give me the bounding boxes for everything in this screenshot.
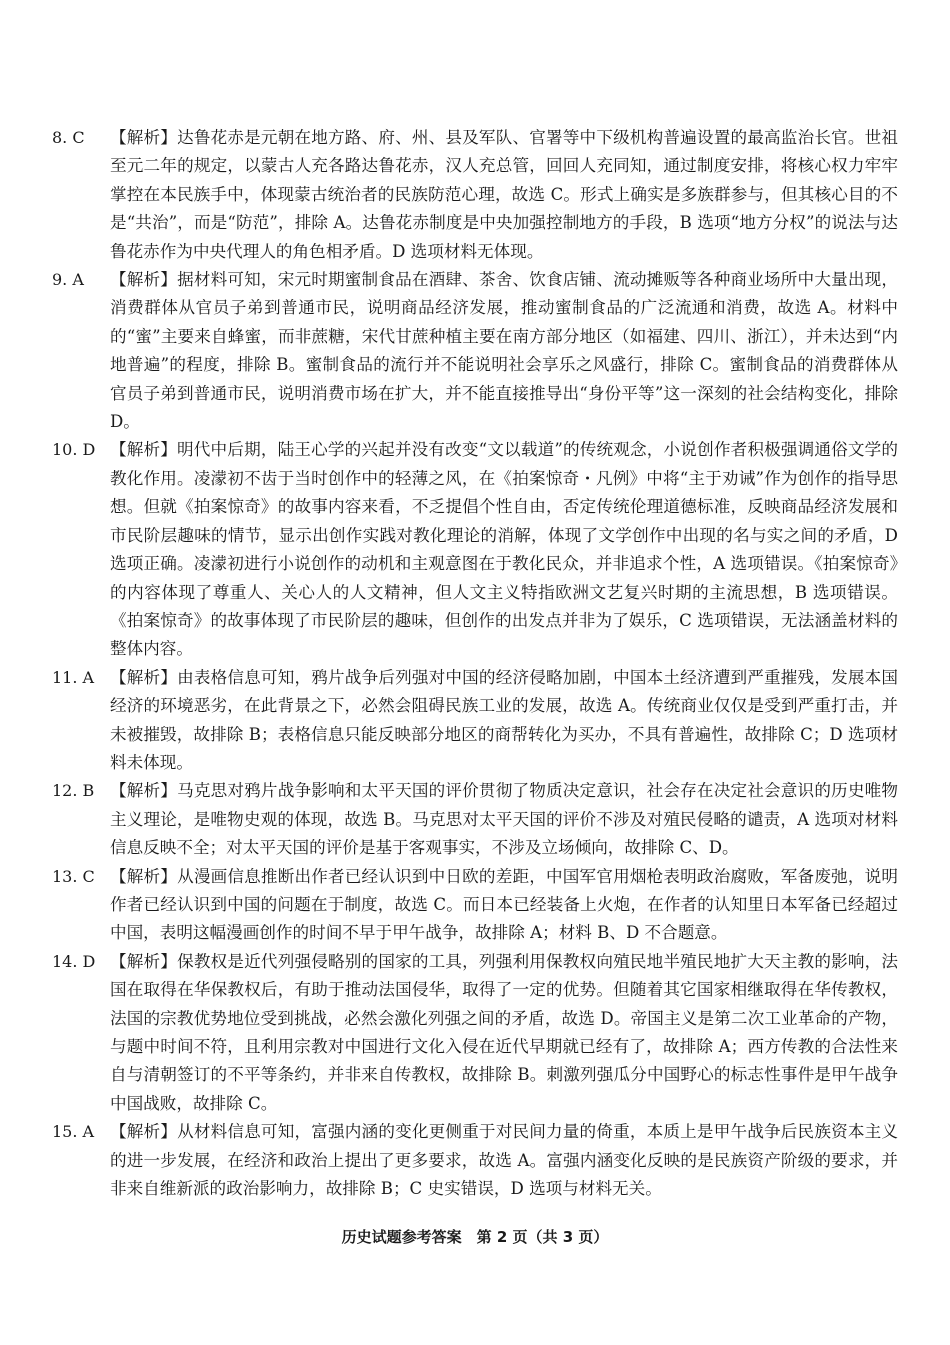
answer-item-9 bbox=[52, 266, 898, 436]
answer-explanation: 【解析】明代中后期，陆王心学的兴起并没有改变“文以载道”的传统观念，小说创作者积极强调通俗文学的教化作用。凌濛初不齿于当时创作中的轻薄之风，在《拍案惊奇・凡例》中将“主于劝诫”作为创作的指导思想。但就《拍案惊奇》的故事内容来看，不乏提倡个性自由，否定传统伦理道德标准，反映商品经济发展和市民阶层趣味的情节，显示出创作实践对教化理论的消解，体现了文学创作中出现的名与实之间的矛盾，D 选项正确。凌濛初进行小说创作的动机和主观意图在于教化民众，并非追求个性，A 选项错误。《拍案惊奇》的内容体现了尊重人、关心人的人文精神，但人文主义特指欧洲文艺复兴时期的主流思想，B 选项错误。《拍案惊奇》的故事体现了市民阶层的趣味，但创作的出发点并非为了娱乐，C 选项错误，无法涵盖材料的整体内容。 bbox=[110, 440, 898, 659]
answer-explanation: 【解析】由表格信息可知，鸦片战争后列强对中国的经济侵略加剧，中国本土经济遭到严重摧残，发展本国经济的环境恶劣，在此背景之下，必然会阻碍民族工业的发展，故选 A。传统商业仅仅是受到严重打击，并未被摧毁，故排除 B；表格信息只能反映部分地区的商帮转化为买办，不具有普遍性，故排除 C；D 选项材料未体现。 bbox=[110, 667, 898, 772]
answer-item-10 bbox=[52, 436, 898, 663]
answer-number: 9. A bbox=[52, 270, 84, 290]
answer-item-12 bbox=[52, 777, 898, 862]
answer-explanation: 【解析】马克思对鸦片战争影响和太平天国的评价贯彻了物质决定意识，社会存在决定社会意识的历史唯物主义理论，是唯物史观的体现，故选 B。马克思对太平天国的评价不涉及对殖民侵略的谴责，A 选项对材料信息反映不全；对太平天国的评价是基于客观事实，不涉及立场倾向，故排除 C、D。 bbox=[110, 781, 898, 858]
answer-item-8 bbox=[52, 124, 898, 266]
answer-number: 11. A bbox=[52, 667, 95, 687]
answer-explanation: 【解析】从漫画信息推断出作者已经认识到中日欧的差距，中国军官用烟枪表明政治腐败，军备废弛，说明作者已经认识到中国的问题在于制度，故选 C。而日本已经装备上火炮，在作者的认知里日本军备已经超过中国，表明这幅漫画创作的时间不早于甲午战争，故排除 A；材料 B、D 不合题意。 bbox=[110, 866, 898, 943]
answer-explanation: 【解析】从材料信息可知，富强内涵的变化更侧重于对民间力量的倚重，本质上是甲午战争后民族资本主义的进一步发展，在经济和政治上提出了更多要求，故选 A。富强内涵变化反映的是民族资产阶级的要求，并非来自维新派的政治影响力，故排除 B；C 史实错误，D 选项与材料无关。 bbox=[110, 1122, 898, 1199]
answer-number: 10. D bbox=[52, 440, 96, 460]
answer-number: 15. A bbox=[52, 1122, 95, 1142]
answer-number: 8. C bbox=[52, 128, 85, 147]
answer-explanation: 【解析】达鲁花赤是元朝在地方路、府、州、县及军队、官署等中下级机构普遍设置的最高监治长官。世祖至元二年的规定，以蒙古人充各路达鲁花赤，汉人充总管，回回人充同知，通过制度安排，将核心权力牢牢掌控在本民族手中，体现蒙古统治者的民族防范心理，故选 C。形式上确实是多族群参与，但其核心目的不是“共治”，而是“防范”，排除 A。达鲁花赤制度是中央加强控制地方的手段，B 选项“地方分权”的说法与达鲁花赤作为中央代理人的角色相矛盾。D 选项材料无体现。 bbox=[110, 128, 898, 261]
page-footer: 历史试题参考答案 第 2 页（共 3 页） bbox=[341, 1228, 609, 1246]
answer-number: 13. C bbox=[52, 866, 95, 886]
answer-item-14 bbox=[52, 948, 898, 1118]
answer-number: 12. B bbox=[52, 781, 95, 801]
answer-explanation: 【解析】保教权是近代列强侵略别的国家的工具，列强利用保教权向殖民地半殖民地扩大天主教的影响，法国在取得在华保教权后，有助于推动法国侵华，取得了一定的优势。但随着其它国家相继取得在华传教权，法国的宗教优势地位受到挑战，必然会激化列强之间的矛盾，故选 D。帝国主义是第二次工业革命的产物，与题中时间不符，且利用宗教对中国进行文化入侵在近代早期就已经有了，故排除 A；西方传教的合法性来自与清朝签订的不平等条约，并非来自传教权，故排除 B。刺激列强瓜分中国野心的标志性事件是甲午战争中国战败，故排除 C。 bbox=[110, 951, 898, 1113]
answer-item-11 bbox=[52, 664, 898, 778]
answer-list bbox=[52, 124, 898, 1203]
answer-item-13 bbox=[52, 863, 898, 948]
answer-item-15 bbox=[52, 1118, 898, 1203]
answer-explanation: 【解析】据材料可知，宋元时期蜜制食品在酒肆、茶舍、饮食店铺、流动摊贩等各种商业场所中大量出现，消费群体从官员子弟到普通市民，说明商品经济发展，推动蜜制食品的广泛流通和消费，故选 A。材料中的“蜜”主要来自蜂蜜，而非蔗糖，宋代甘蔗种植主要在南方部分地区（如福建、四川、浙江），并未达到“内地普遍”的程度，排除 B。蜜制食品的流行并不能说明社会享乐之风盛行，排除 C。蜜制食品的消费群体从官员子弟到普通市民，说明消费市场在扩大，并不能直接推导出“身份平等”这一深刻的社会结构变化，排除 D。 bbox=[110, 270, 898, 432]
answer-number: 14. D bbox=[52, 951, 96, 971]
